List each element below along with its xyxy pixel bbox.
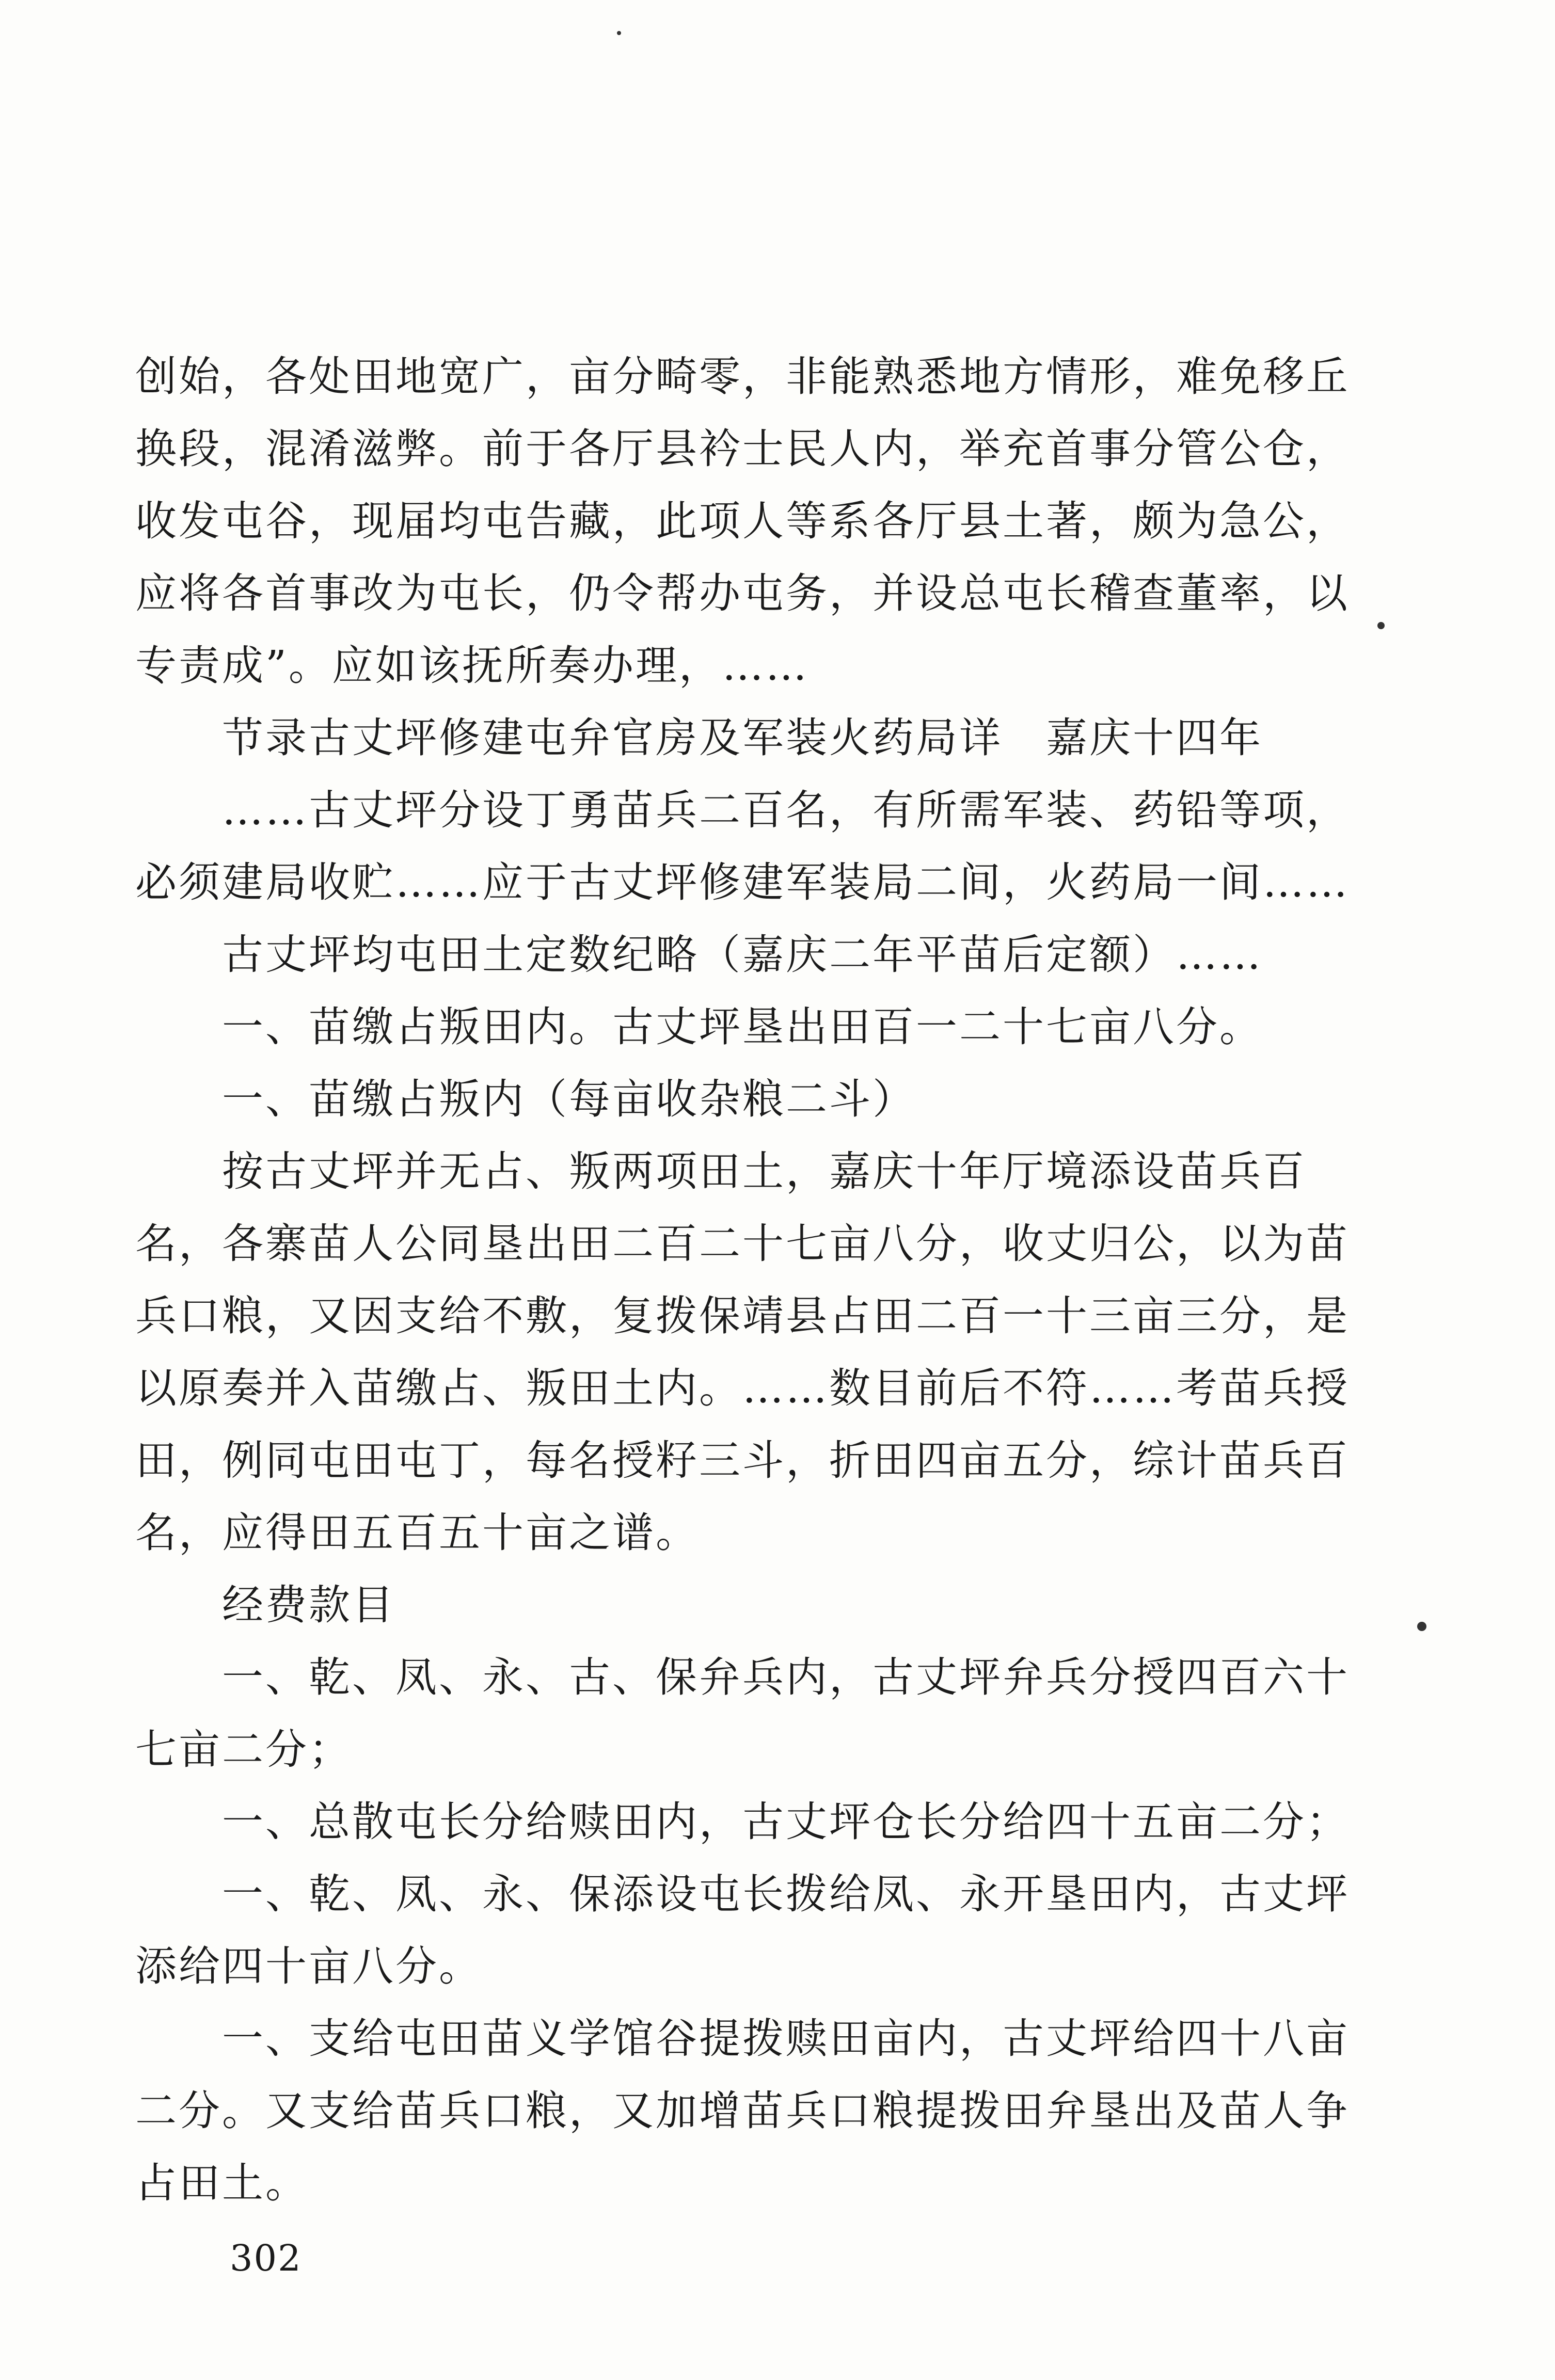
text-line: 占田土。 (135, 2159, 309, 2207)
body-text (135, 353, 1374, 2235)
list-item: 一、乾、凤、永、保添设屯长拨给凤、永开垦田内，古丈坪 (135, 1870, 1350, 1918)
text-line: 田，例同屯田屯丁，每名授籽三斗，折田四亩五分，综计苗兵百 (135, 1436, 1350, 1484)
scan-speck (617, 31, 621, 35)
section-heading: 古丈坪均屯田土定数纪略（嘉庆二年平苗后定额）…… (135, 931, 1263, 979)
list-item: 一、支给屯田苗义学馆谷提拨赎田亩内，古丈坪给四十八亩 (135, 2015, 1350, 2063)
page-number: 302 (230, 2237, 302, 2279)
text-line: 收发屯谷，现届均屯告藏，此项人等系各厅县土著，颇为急公， (135, 497, 1350, 545)
list-item: 一、总散屯长分给赎田内，古丈坪仓长分给四十五亩二分； (135, 1798, 1350, 1846)
text-line: 二分。又支给苗兵口粮，又加增苗兵口粮提拨田弁垦出及苗人争 (135, 2087, 1350, 2135)
text-line: ……古丈坪分设丁勇苗兵二百名，有所需军装、药铅等项， (135, 786, 1350, 834)
text-line: 添给四十亩八分。 (135, 1942, 482, 1990)
scan-speck (1377, 622, 1385, 629)
text-line: 必须建局收贮……应于古丈坪修建军装局二间，火药局一间…… (135, 858, 1350, 906)
text-line: 七亩二分； (135, 1726, 352, 1774)
text-line: 创始，各处田地宽广，亩分畸零，非能熟悉地方情形，难免移丘 (135, 353, 1350, 401)
text-line: 按古丈坪并无占、叛两项田土，嘉庆十年厅境添设苗兵百 (135, 1147, 1306, 1195)
section-heading: 经费款目 (135, 1581, 395, 1629)
text-line: 名，各寨苗人公同垦出田二百二十七亩八分，收丈归公，以为苗 (135, 1220, 1350, 1268)
scan-speck (1417, 1622, 1426, 1631)
list-item: 一、苗缴占叛内（每亩收杂粮二斗） (135, 1075, 916, 1123)
list-item: 一、苗缴占叛田内。古丈坪垦出田百一二十七亩八分。 (135, 1003, 1263, 1051)
list-item: 一、乾、凤、永、古、保弁兵内，古丈坪弁兵分授四百六十 (135, 1653, 1350, 1701)
section-heading: 节录古丈坪修建屯弁官房及军装火药局详 嘉庆十四年 (135, 714, 1263, 762)
text-line: 应将各首事改为屯长，仍令帮办屯务，并设总屯长稽查董率，以 (135, 569, 1350, 617)
text-line: 兵口粮，又因支给不敷，复拨保靖县占田二百一十三亩三分，是 (135, 1292, 1350, 1340)
text-line: 名，应得田五百五十亩之谱。 (135, 1509, 699, 1557)
text-line: 以原奏并入苗缴占、叛田土内。……数目前后不符……考苗兵授 (135, 1364, 1350, 1412)
text-line: 专责成”。应如该抚所奏办理，…… (135, 642, 809, 690)
text-line: 换段，混淆滋弊。前于各厅县衿士民人内，举充首事分管公仓， (135, 425, 1350, 473)
